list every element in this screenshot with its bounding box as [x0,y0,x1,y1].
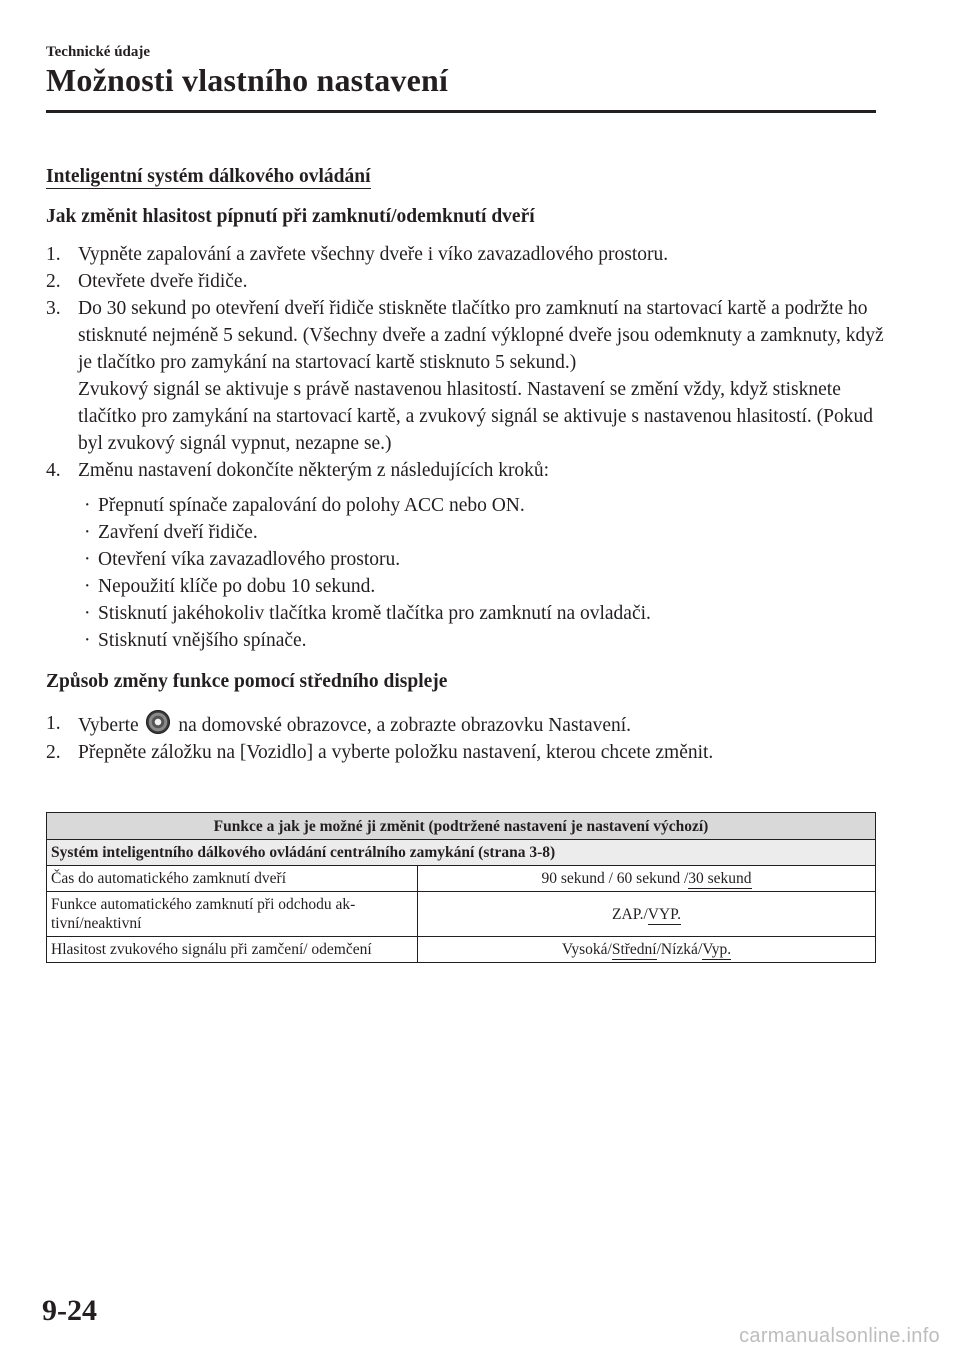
main-content [46,163,886,766]
chapter-label: Technické údaje [46,44,151,60]
steps-list [46,710,886,766]
list-item: · Nepoužití klíče po dobu 10 sekund. [84,576,376,597]
title-rule [46,110,876,113]
subsection-title: Jak změnit hlasitost pípnutí při zamknutí/odemknutí dveří [46,206,535,227]
table-header: Funkce a jak je možné ji změnit (podtržené nastavení je nastavení výchozí) [47,813,876,840]
list-item: 1. Vypněte zapalování a zavřete všechny dveře i víko zavazadlového prostoru. [46,244,669,265]
step-text-note: Zvukový signál se aktivuje s právě nastavenou hlasitostí. Nastavení se změní vždy, když stisknete tlačítko pro zamykání na startovací kartě, a zvukový signál se aktivuje s nastavenou hlasitostí. (Pokud byl zvukový signál vypnut, nezapne se.) [78,379,873,454]
subsection-title: Způsob změny funkce pomocí středního displeje [46,671,448,692]
list-item: · Stisknutí vnějšího spínače. [84,630,307,651]
table-cell-options: 90 sekund / 60 sekund /30 sekund [418,866,876,892]
step-text: Změnu nastavení dokončíte některým z následujících kroků: [78,460,550,481]
default-option: 30 sekund [688,870,752,887]
list-item: 1. Vyberte na domovské obrazovce, a zobrazte obrazovku Nastavení. [46,710,886,739]
table-row [47,866,876,892]
step-text: Otevřete dveře řidiče. [78,271,248,292]
default-option: Vyp. [702,941,732,958]
default-option: Střední [611,941,657,958]
list-item: 3. Do 30 sekund po otevření dveří řidiče stiskněte tlačítko pro zamknutí na startovací kartě a podržte ho stisknuté nejméně 5 sekund. (Všechny dveře a zadní výklopné dveře jsou odemknuty a zamknuty, když je tlačítko pro zamykání na startovací kartě stisknuto 5 sekund.) Zvukový signál se aktivuje s právě nastavenou hlasitostí. Nastavení se změní vždy, když stisknete tlačítko pro zamykání na startovací kartě, a zvukový signál se aktivuje s nastavenou hlasitostí. (Pokud byl zvukový signál vypnut, nezapne se.) [46,295,886,457]
bullet-list [46,492,886,654]
table-cell-label: Hlasitost zvukového signálu při zamčení/ odemčení [47,937,418,963]
list-item: 4. Změnu nastavení dokončíte některým z následujících kroků: [46,460,550,481]
table-row [47,892,876,937]
page-title: Možnosti vlastního nastavení [46,62,449,98]
section-title: Inteligentní systém dálkového ovládání [46,166,371,187]
settings-gear-icon [146,710,170,734]
list-item: 2. Otevřete dveře řidiče. [46,271,248,292]
step-text: Vypněte zapalování a zavřete všechny dveře i víko zavazadlového prostoru. [78,244,669,265]
settings-table [46,812,876,963]
step-text: Do 30 sekund po otevření dveří řidiče stiskněte tlačítko pro zamknutí na startovací kartě a podržte ho stisknuté nejméně 5 sekund. (Všechny dveře a zadní výklopné dveře jsou odemknuty a zamknuty, když je tlačítko pro zamykání na startovací kartě stisknuto 5 sekund.) [78,298,884,373]
default-option: VYP. [647,905,681,923]
steps-list [46,241,886,484]
watermark: carmanualsonline.info [739,1325,940,1347]
table-cell-options: Vysoká/Střední/Nízká/Vyp. [418,937,876,963]
list-item: · Stisknutí jakéhokoliv tlačítka kromě tlačítka pro zamknutí na ovladači. [84,603,651,624]
list-item: 2. Přepněte záložku na [Vozidlo] a vyberte položku nastavení, kterou chcete změnit. [46,742,714,763]
list-item: · Přepnutí spínače zapalování do polohy ACC nebo ON. [84,495,525,516]
page-number: 9-24 [42,1294,97,1327]
list-item: · Zavření dveří řidiče. [84,522,258,543]
table-cell-label: Čas do automatického zamknutí dveří [47,866,418,892]
list-item: · Otevření víka zavazadlového prostoru. [84,549,401,570]
table-cell-options: ZAP./VYP. [418,892,876,937]
table-section-row: Systém inteligentního dálkového ovládání centrálního zamykání (strana 3-8) [47,840,876,866]
table-row [47,937,876,963]
table-cell-label: Funkce automatického zamknutí při odchodu aktivní/neaktivní [47,892,418,937]
